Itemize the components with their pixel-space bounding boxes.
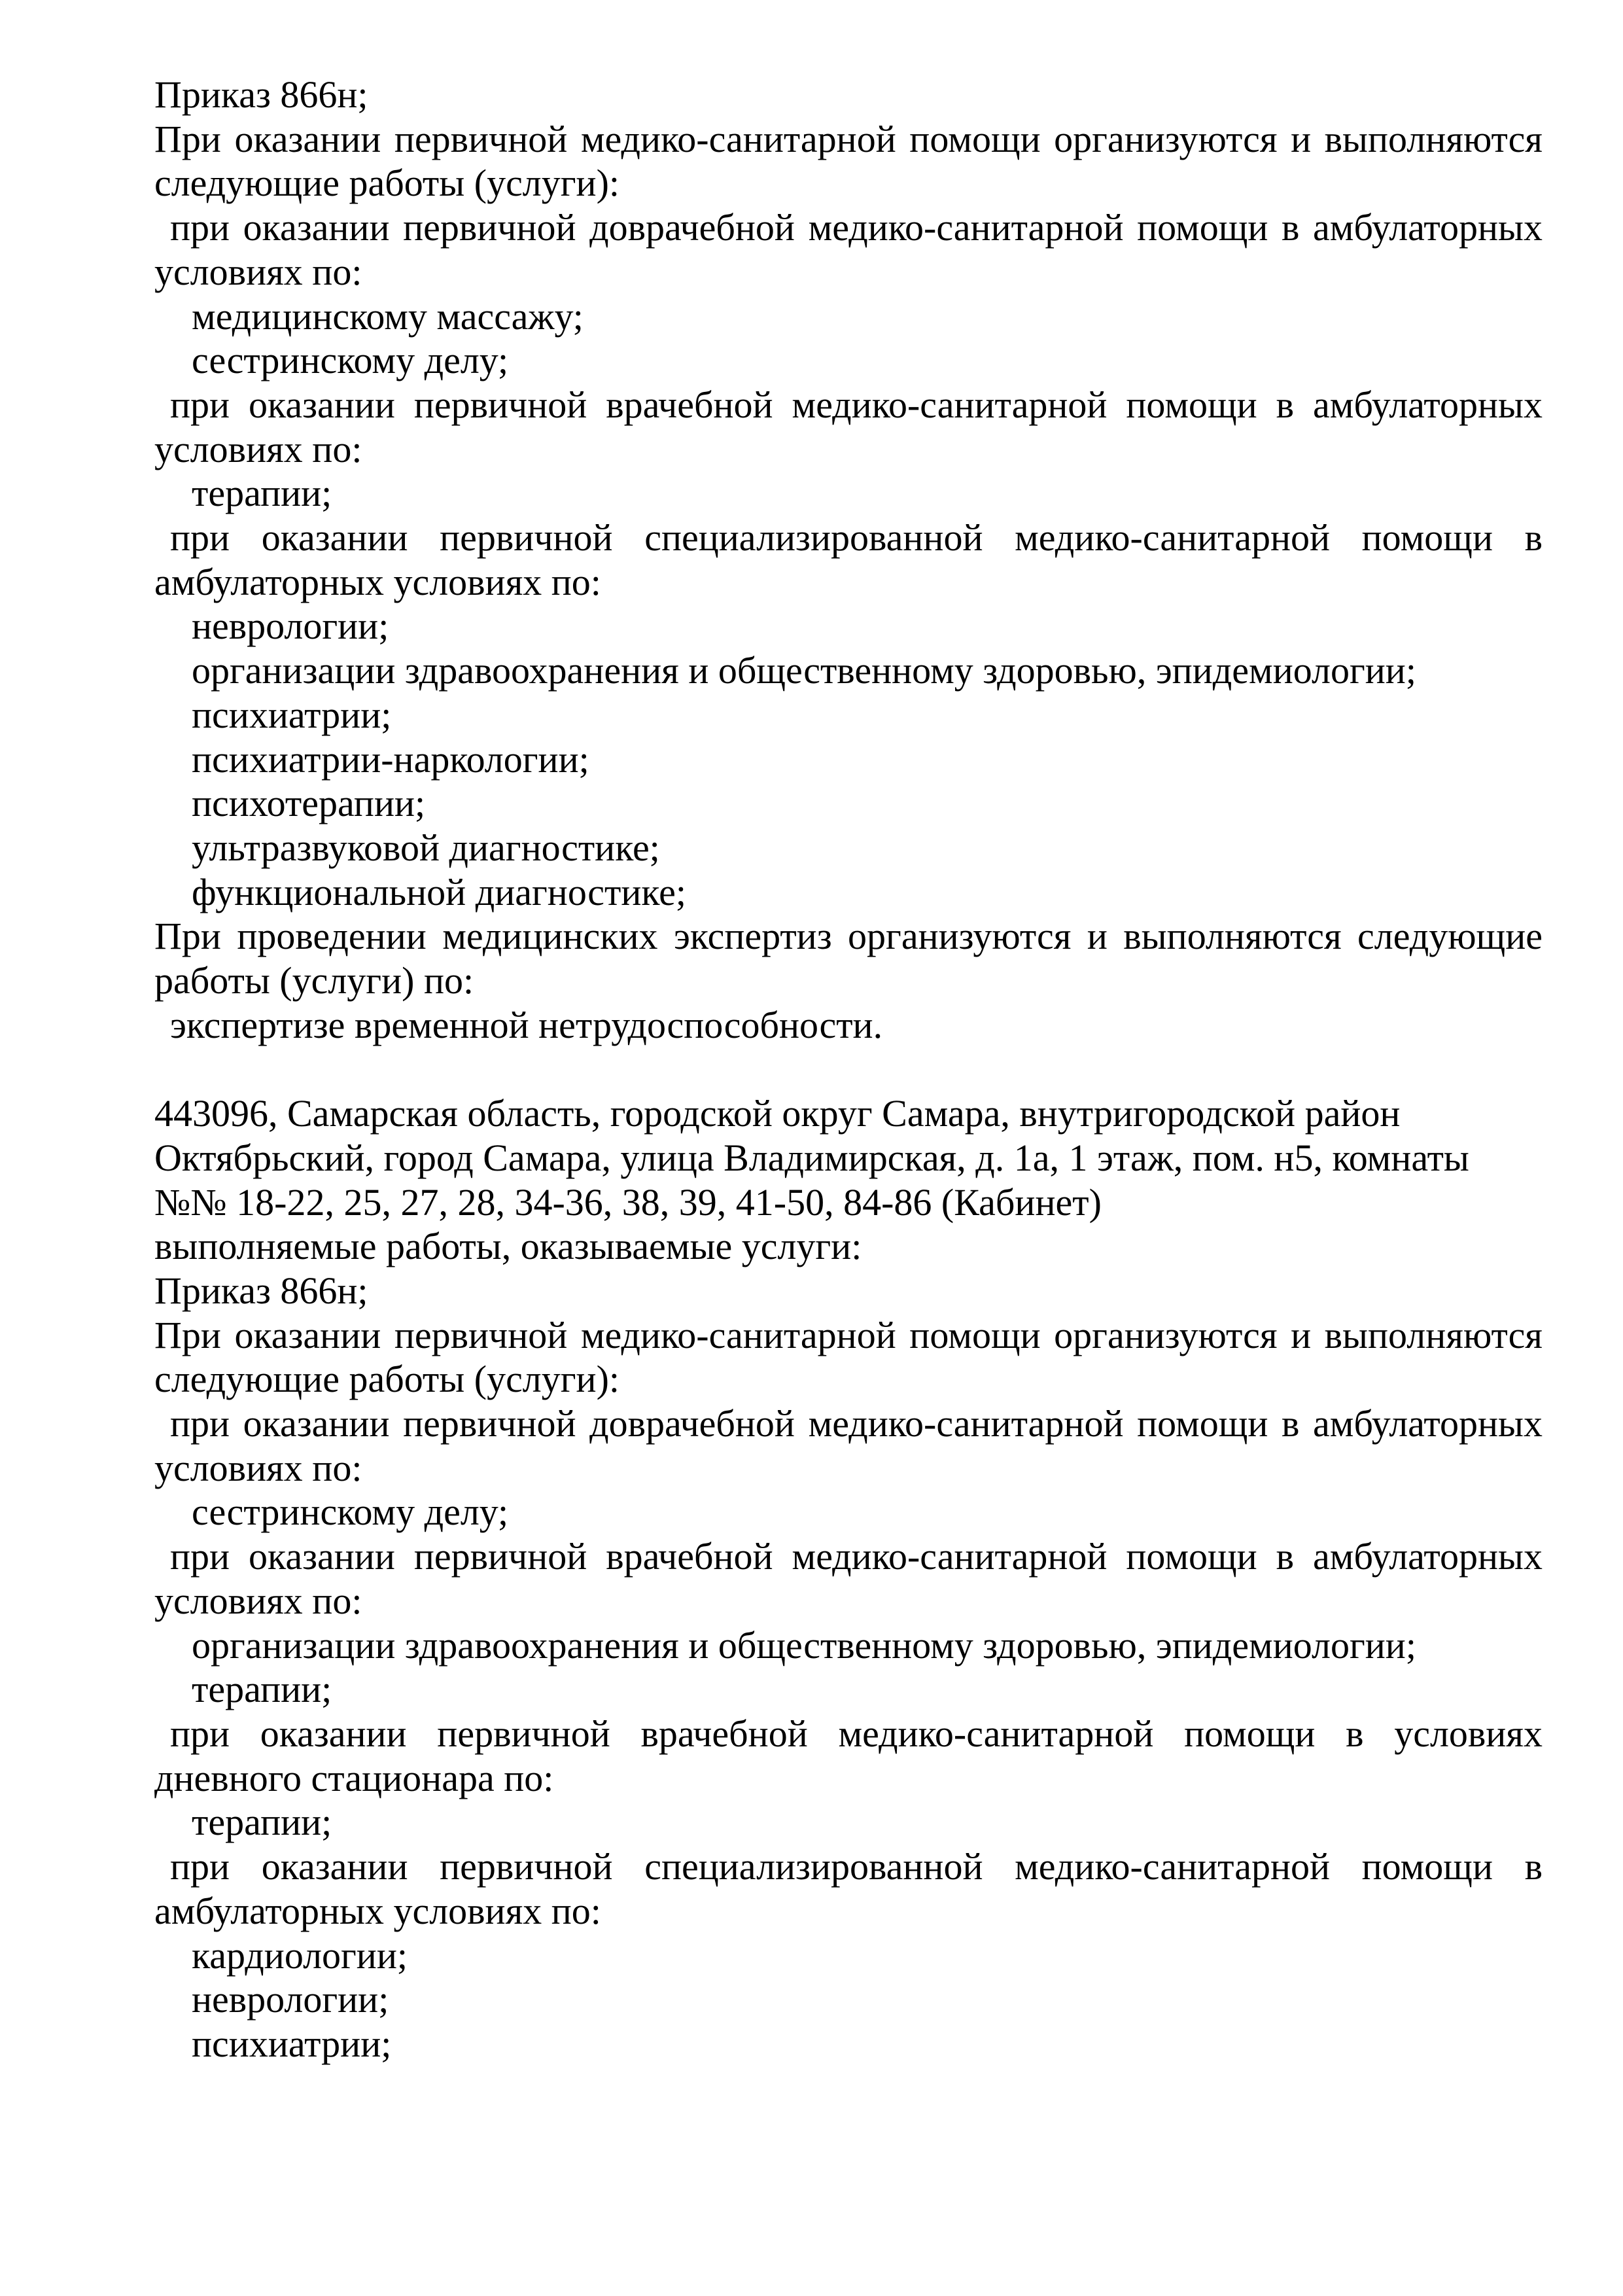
text-line: условиях по:	[154, 1446, 362, 1489]
text-line: условиях по:	[154, 427, 362, 470]
text-line: дневного стационара по:	[154, 1756, 554, 1799]
text-line: неврологии;	[192, 605, 389, 648]
text-line: терапии;	[192, 472, 332, 515]
text-line: ультразвуковой диагностике;	[192, 826, 660, 869]
text-line: При оказании первичной медико-санитарной помощи организуются и выполняются	[154, 117, 1543, 160]
text-line: условиях по:	[154, 250, 362, 293]
text-line: при оказании первичной врачебной медико-санитарной помощи в условиях	[170, 1712, 1543, 1755]
text-line: экспертизе временной нетрудоспособности.	[170, 1003, 883, 1046]
text-line: При проведении медицинских экспертиз организуются и выполняются следующие	[154, 915, 1543, 958]
text-line: при оказании первичной врачебной медико-санитарной помощи в амбулаторных	[170, 383, 1543, 426]
text-line: функциональной диагностике;	[192, 870, 686, 913]
text-line: психиатрии-наркологии;	[192, 737, 589, 781]
text-line: терапии;	[192, 1668, 332, 1711]
text-line: При оказании первичной медико-санитарной помощи организуются и выполняются	[154, 1313, 1543, 1356]
document-text	[154, 73, 1543, 2066]
text-line: психотерапии;	[192, 782, 426, 825]
text-line: Октябрьский, город Самара, улица Владимирская, д. 1а, 1 этаж, пом. н5, комнаты	[154, 1136, 1469, 1179]
text-line: при оказании первичной специализированной медико-санитарной помощи в	[170, 1845, 1543, 1888]
text-line: работы (услуги) по:	[154, 959, 474, 1002]
text-line: при оказании первичной доврачебной медико-санитарной помощи в амбулаторных	[170, 1402, 1543, 1445]
text-line: кардиологии;	[192, 1934, 408, 1977]
text-line: амбулаторных условиях по:	[154, 1889, 601, 1932]
text-line: выполняемые работы, оказываемые услуги:	[154, 1225, 862, 1268]
text-line: терапии;	[192, 1801, 332, 1844]
text-line: при оказании первичной доврачебной медико-санитарной помощи в амбулаторных	[170, 206, 1543, 249]
blank-line	[154, 1047, 1543, 1091]
text-line: сестринскому делу;	[192, 339, 509, 382]
text-line: психиатрии;	[192, 2022, 392, 2065]
text-line: следующие работы (услуги):	[154, 1358, 620, 1401]
text-line: при оказании первичной специализированной медико-санитарной помощи в	[170, 516, 1543, 559]
text-line: Приказ 866н;	[154, 1269, 368, 1312]
text-line: №№ 18-22, 25, 27, 28, 34-36, 38, 39, 41-50, 84-86 (Кабинет)	[154, 1180, 1102, 1224]
text-line: психиатрии;	[192, 693, 392, 736]
text-line: при оказании первичной врачебной медико-санитарной помощи в амбулаторных	[170, 1535, 1543, 1578]
text-line: условиях по:	[154, 1579, 362, 1622]
text-line: организации здравоохранения и общественному здоровью, эпидемиологии;	[192, 1623, 1416, 1667]
text-line: Приказ 866н;	[154, 73, 368, 116]
text-line: сестринскому делу;	[192, 1491, 509, 1534]
text-line: следующие работы (услуги):	[154, 162, 620, 205]
text-line: 443096, Самарская область, городской округ Самара, внутригородской район	[154, 1092, 1401, 1135]
text-line: амбулаторных условиях по:	[154, 560, 601, 603]
text-line: организации здравоохранения и общественному здоровью, эпидемиологии;	[192, 649, 1416, 692]
text-line: неврологии;	[192, 1978, 389, 2021]
text-line: медицинскому массажу;	[192, 294, 584, 338]
